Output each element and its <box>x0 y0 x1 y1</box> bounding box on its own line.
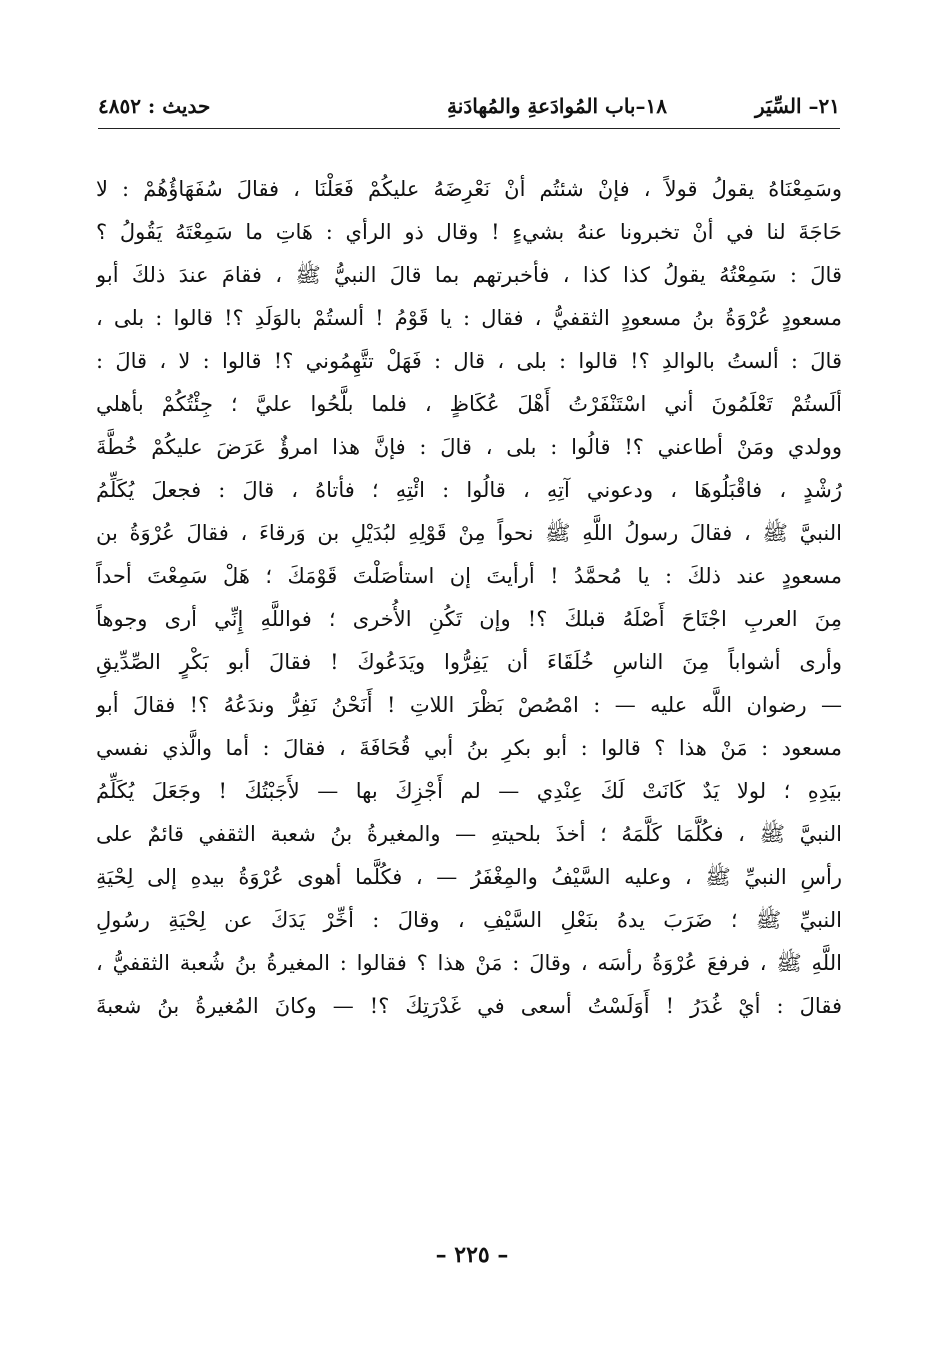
text-line: مسعود : مَنْ هذا ؟ قالوا : أبو بكرِ بنُ أبي قُحَافَةَ ، فقالَ : أما والَّذي نفسي <box>96 736 842 760</box>
text-line: — رضوان اللَّه عليه — : امْصُصْ بَظْرَ اللاتِ ! أَنَحْنُ نَفِرُّ وندَعُهُ ؟! فقالَ أبو <box>96 693 842 717</box>
text-line: قالَ : ألستُ بالوالدِ ؟! قالوا : بلى ، قال : فَهَلْ تتَّهِمُوني ؟! قالوا : لا ، قالَ : <box>96 349 842 373</box>
text-line: وولدي ومَنْ أطاعني ؟! قالُوا : بلى ، قالَ : فإنَّ هذا امرؤٌ عَرَضَ عليكُمْ خُطَّةَ <box>96 435 842 459</box>
text-line: مِنَ العربِ اجْتَاحَ أَصْلَهُ قبلكَ ؟! وإن تَكُنِ الأُخرى ؛ فواللَّهِ إِنِّي أرى وجوهاً <box>96 607 842 631</box>
text-line: النبيِّ ﷺ ؛ ضَرَبَ يدهُ بنَعْلِ السَّيْفِ ، وقالَ : أخِّرْ يَدَكَ عن لِحْيَةِ رسُولِ <box>96 908 842 932</box>
text-line: وسَمِعْنَاهُ يقولُ قولاً ، فإنْ شئتُم أنْ نَعْرِضَهُ عليكُمْ فَعَلْنَا ، فقالَ سُفَهَاؤُهُمْ : لا <box>96 177 842 201</box>
text-line: فقالَ : أيْ غُدَرُ ! أَوَلَسْتُ أسعى في غَدْرَتِكَ ؟! — وكانَ المُغيرةُ بنُ شعبةَ <box>96 994 842 1018</box>
text-line: قالَ : سَمِعْتُهُ يقولُ كذا كذا ، فأخبرتهم بما قالَ النبيُّ ﷺ ، فقامَ عندَ ذلكَ أبو <box>96 263 842 287</box>
book-section-title: ٢١– السِّيَر <box>754 94 840 118</box>
chapter-title: ١٨–باب المُوادَعةِ والمُهادَنةِ <box>447 94 667 118</box>
text-line: مسعودٍ عند ذلكَ : يا مُحمَّدُ ! أرأيتَ إن استأصَلْتَ قَوْمَكَ ؛ هَلْ سَمِعْتَ أحداً <box>96 564 842 588</box>
text-line: رُشْدٍ ، فاقْبَلُوهَا ، ودعوني آتِهِ ، قالُوا : ائْتِهِ ؛ فأتاهُ ، قالَ : فجعلَ يُكَلِّمُ <box>96 478 842 502</box>
text-line: رأسِ النبيِّ ﷺ ، وعليه السَّيْفُ والمِغْفَرُ — ، فكُلَّما أهوى عُرْوَةُ بيدهِ إلى لِحْيَةِ <box>96 865 842 889</box>
page-number: – ٢٢٥ – <box>435 1242 509 1268</box>
hadith-text <box>96 168 842 1028</box>
text-line: حَاجَةَ لنا في أنْ تخبرونا عنهُ بشيءٍ ! وقال ذو الرأي : هَاتِ ما سَمِعْتَهُ يَقُولُ ؟ <box>96 220 842 244</box>
running-header <box>98 88 840 124</box>
text-line: ألَستُمْ تَعْلَمُونَ أني اسْتَنْفَرْتُ أَهْلَ عُكَاظٍ ، فلما بلَّحُوا عليَّ ؛ جِئْتُكُمْ بأهلي <box>96 392 842 416</box>
hadith-number: حديث : ٤٨٥٢ <box>98 94 211 118</box>
header-divider <box>98 128 840 129</box>
text-line: بيَدِهِ ؛ لولا يَدٌ كَانَتْ لَكَ عِنْدِي — لم أَجْزِكَ بها — لأَجَبْتُكَ ! وجَعَلَ يُكَلِّمُ <box>96 779 842 803</box>
text-line: النبيَّ ﷺ ، فكُلَّمَا كَلَّمَهُ ؛ أخذَ بلحيتهِ — والمغيرةُ بنُ شعبة الثقفي قائمٌ على <box>96 822 842 846</box>
text-line: اللَّهِ ﷺ ، فرفعَ عُرْوَةُ رأسَه ، وقالَ : مَنْ هذا ؟ فقالوا : المغيرةُ بنُ شُعبة الثقفيُّ ، <box>96 951 842 975</box>
text-line: وأرى أشواباً مِنَ الناسِ خُلَقَاءَ أن يَفِرُّوا ويَدَعُوكَ ! فقالَ أبو بَكْرٍ الصِّدِّيقِ <box>96 650 842 674</box>
header-titles <box>447 94 840 118</box>
text-line: مسعودٍ عُرْوَةُ بنُ مسعودٍ الثقفيُّ ، فقال : يا قَوْمُ ! ألستُمْ بالوَلَدِ ؟! قالوا : بلى ، <box>96 306 842 330</box>
text-line: النبيَّ ﷺ ، فقالَ رسولُ اللَّهِ ﷺ نحواً مِنْ قَوْلِهِ لبُدَيْلِ بن وَرقاءَ ، فقالَ عُرْوَةُ بن <box>96 521 842 545</box>
